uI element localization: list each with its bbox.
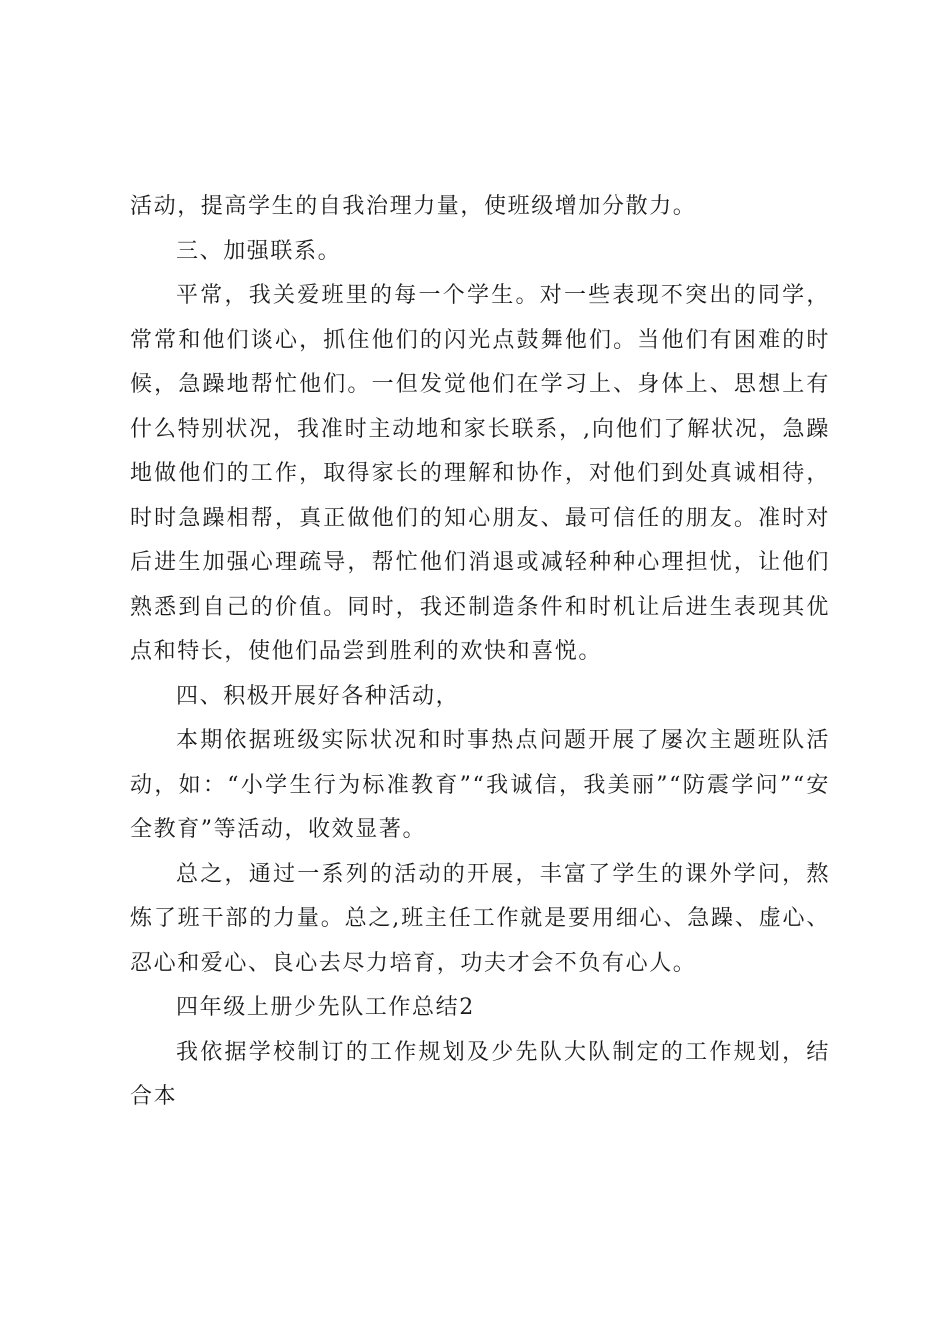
document-body xyxy=(130,185,830,1120)
section-heading-4: 四、积极开展好各种活动， xyxy=(176,683,460,709)
paragraph-continuation: 活动，提高学生的自我治理力量，使班级增加分散力。 xyxy=(130,194,697,219)
paragraph-plan-intro: 我依据学校制订的工作规划及少先队大队制定的工作规划，结合本 xyxy=(130,1039,830,1109)
document-subtitle: 四年级上册少先队工作总结2 xyxy=(176,995,475,1020)
section-heading-3: 三、加强联系。 xyxy=(176,238,342,264)
paragraph-conclusion: 总之，通过一系列的活动的开展，丰富了学生的课外学问，熬炼了班干部的力量。总之,班主任工作就是要用细心、急躁、虚心、忍心和爱心、良心去尽力培育，功夫才会不负有心人。 xyxy=(130,861,830,976)
paragraph-care-students: 平常，我关爱班里的每一个学生。对一些表现不突出的同学，常常和他们谈心，抓住他们的闪光点鼓舞他们。当他们有困难的时候，急躁地帮忙他们。一但发觉他们在学习上、身体上、思想上有什么特别状况，我准时主动地和家长联系，,向他们了解状况，急躁地做他们的工作，取得家长的理解和协作，对他们到处真诚相待，时时急躁相帮，真正做他们的知心朋友、最可信任的朋友。准时对后进生加强心理疏导，帮忙他们消退或减轻种种心理担忧，让他们熟悉到自己的价值。同时，我还制造条件和时机让后进生表现其优点和特长，使他们品尝到胜利的欢快和喜悦。 xyxy=(130,283,830,664)
paragraph-activities: 本期依据班级实际状况和时事热点问题开展了屡次主题班队活动，如：“小学生行为标准教育”“我诚信，我美丽”“防震学问”“安全教育”等活动，收效显著。 xyxy=(130,728,830,842)
